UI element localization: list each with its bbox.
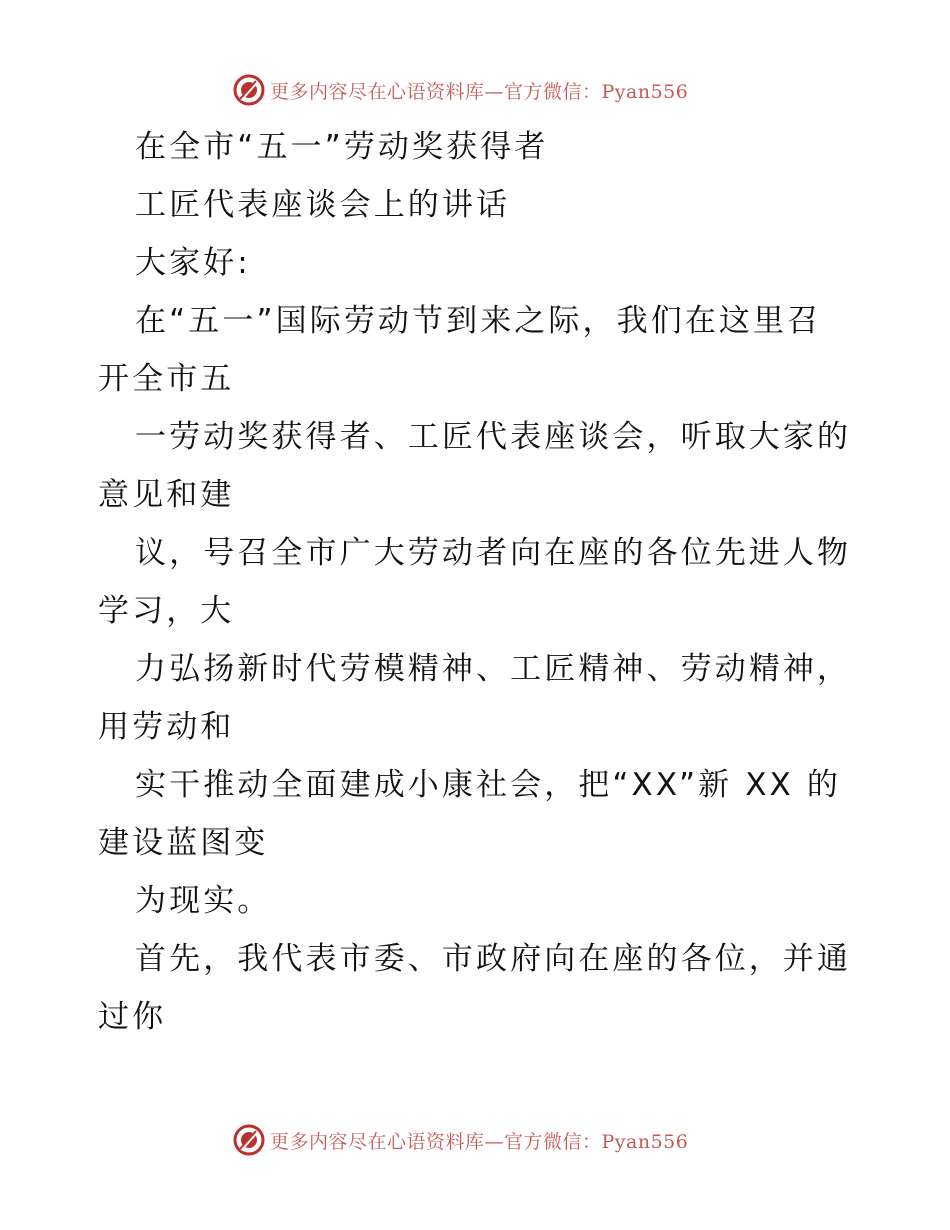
- paragraph-line: 实干推动全面建成小康社会，把“XX”新 XX 的: [135, 767, 841, 803]
- paragraph-line: 在“五一”国际劳动节到来之际，我们在这里召: [135, 303, 822, 339]
- paragraph-line: 建设蓝图变: [98, 825, 269, 861]
- paragraph-line: 一劳动奖获得者、工匠代表座谈会，听取大家的: [135, 419, 852, 455]
- paragraph-line: 意见和建: [98, 477, 235, 513]
- paragraph-line: 用劳动和: [98, 709, 235, 745]
- header-banner: [232, 70, 688, 110]
- paragraph-line: 为现实。: [135, 883, 272, 919]
- red-seal-logo-icon: [232, 73, 266, 107]
- paragraph-line: 首先，我代表市委、市政府向在座的各位，并通: [135, 941, 852, 977]
- footer-banner-text: 更多内容尽在心语资料库—官方微信：Pyan556: [270, 1130, 689, 1153]
- paragraph-line: 开全市五: [98, 361, 235, 397]
- paragraph-line: 力弘扬新时代劳模精神、工匠精神、劳动精神，: [135, 651, 852, 687]
- red-seal-logo-icon: [232, 1123, 266, 1157]
- header-banner-text: 更多内容尽在心语资料库—官方微信：Pyan556: [270, 80, 689, 103]
- title-line-2: 工匠代表座谈会上的讲话: [135, 187, 511, 223]
- greeting-line: 大家好:: [135, 245, 251, 281]
- paragraph-line: 议，号召全市广大劳动者向在座的各位先进人物: [135, 535, 852, 571]
- paragraph-line: 学习，大: [98, 593, 235, 629]
- footer-banner: [232, 1120, 688, 1160]
- title-line-1: 在全市“五一”劳动奖获得者: [135, 129, 549, 165]
- paragraph-line: 过你: [98, 999, 167, 1035]
